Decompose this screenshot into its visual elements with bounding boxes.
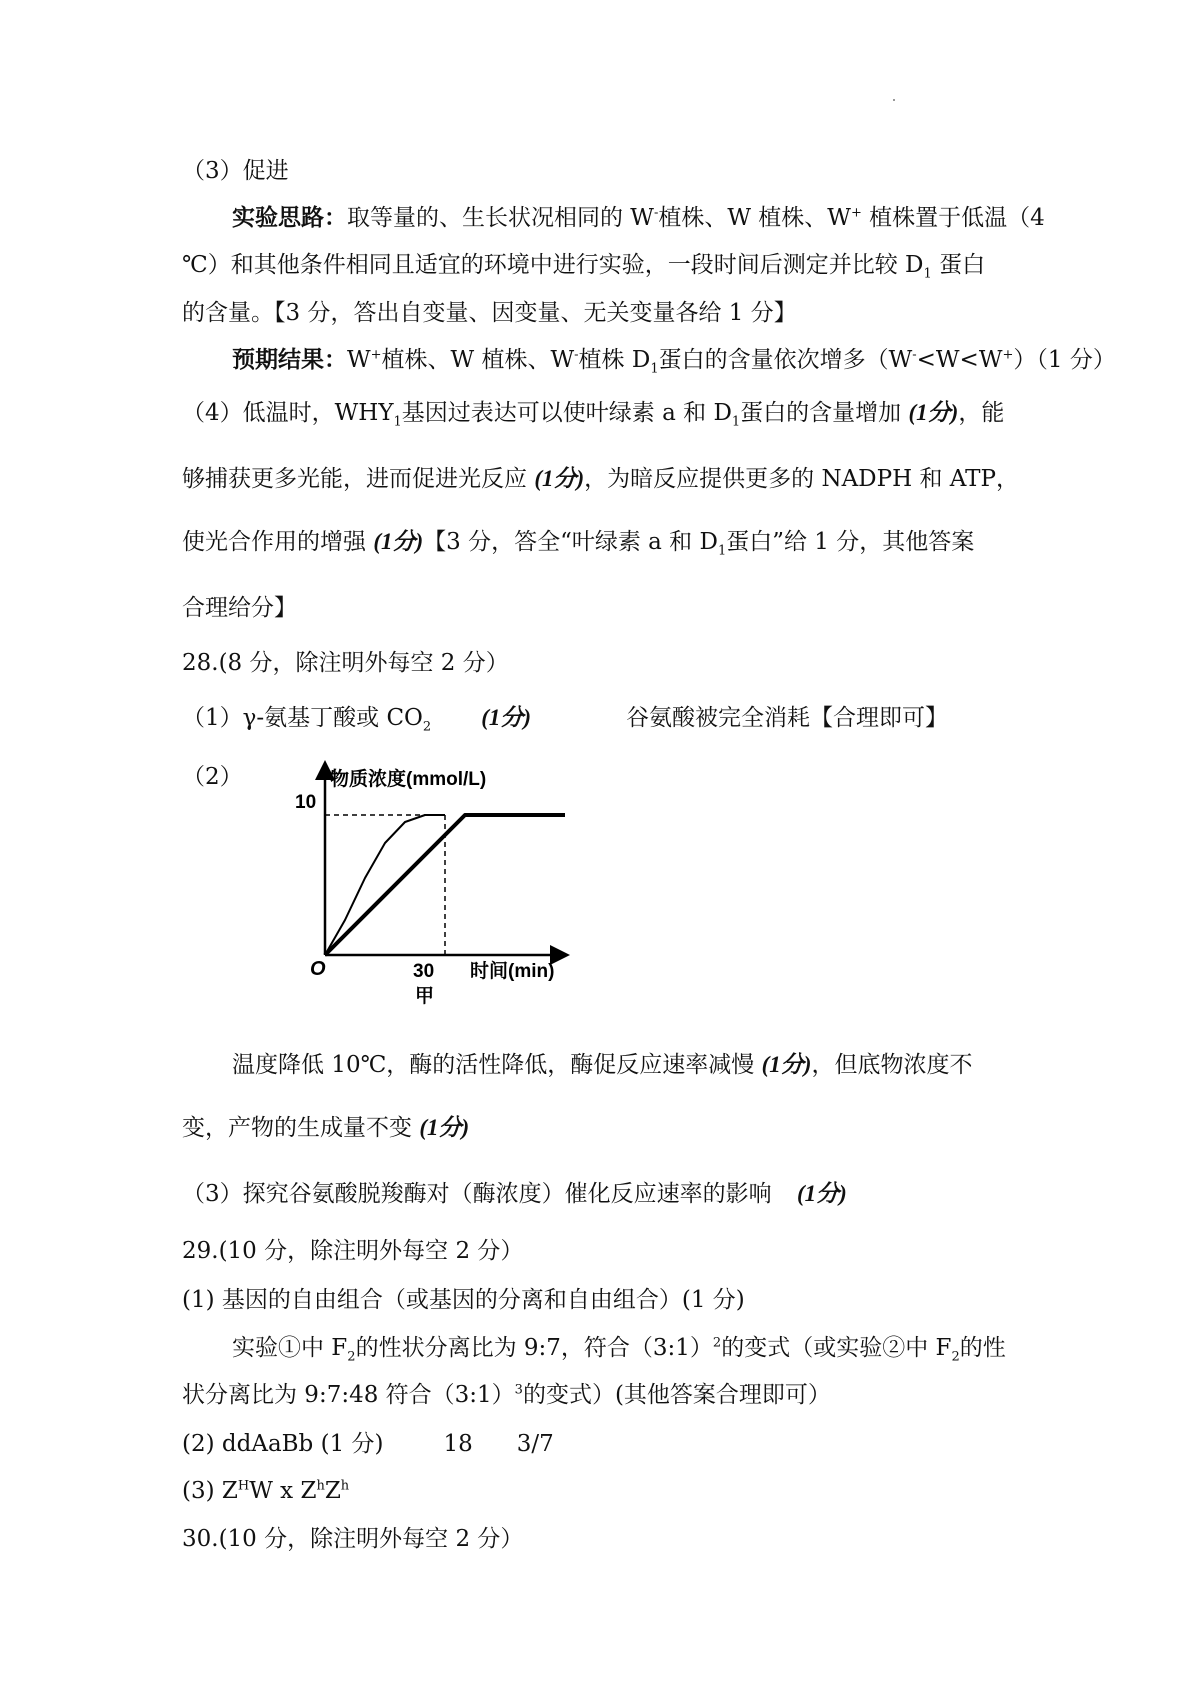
q29-part1-reason-line2: 状分离比为 9:7:48 符合（3:1）$^3$的变式）(其他答案合理即可） <box>182 1382 831 1408</box>
x-axis-label: 时间(min) <box>470 961 555 982</box>
q29-part2: (2) ddAaBb (1 分) 18 3/7 <box>182 1431 554 1457</box>
q27-3-idea-line3: 的含量。【3 分，答出自变量、因变量、无关变量各给 1 分】 <box>182 300 797 326</box>
origin-label: O <box>310 958 326 980</box>
q30-heading: 30.(10 分，除注明外每空 2 分） <box>182 1526 524 1552</box>
q27-3-result: 预期结果：W+植株、W 植株、W-植株 $D_1$蛋白的含量依次增多（W-<W<W+）（1 分） <box>232 346 1116 377</box>
chart-guides <box>325 815 445 955</box>
series-line-thin <box>325 815 445 955</box>
q27-3-heading: （3）促进 <box>182 158 289 184</box>
chart-caption: 甲 <box>415 986 435 1007</box>
q29-part3: (3) $Z^HW$ x $Z^hZ^h$ <box>182 1478 350 1504</box>
q27-4-line4: 合理给分】 <box>182 595 297 621</box>
q28-part2-line2: 变，产物的生成量不变 (1分) <box>182 1115 470 1141</box>
q28-part1: （1）γ-氨基丁酸或 $CO_2$ (1分) 谷氨酸被完全消耗【合理即可】 <box>182 705 949 735</box>
q29-part1: (1) 基因的自由组合（或基因的分离和自由组合）(1 分) <box>182 1287 745 1313</box>
q29-part1-reason-line1: 实验①中 $F_2$的性状分离比为 9:7，符合（3:1）$^2$的变式（或实验②中 $F_2$的性 <box>232 1335 1006 1365</box>
concentration-time-chart <box>295 755 620 1007</box>
q28-part2-label: （2） <box>182 764 243 790</box>
q28-part3: （3）探究谷氨酸脱羧酶对（酶浓度）催化反应速率的影响 (1分) <box>182 1181 847 1207</box>
y-axis-label: 物质浓度(mmol/L) <box>330 769 487 790</box>
q27-4-line2: 够捕获更多光能，进而促进光反应 (1分)，为暗反应提供更多的 NADPH 和 ATP， <box>182 466 1019 492</box>
y-tick-label: 10 <box>295 792 317 813</box>
q27-4-line1: （4）低温时，$WHY_1$基因过表达可以使叶绿素 a 和 $D_1$蛋白的含量增加 (1分)，能 <box>182 400 1005 430</box>
q28-heading: 28.(8 分，除注明外每空 2 分） <box>182 650 509 676</box>
q27-3-idea-line1: 实验思路：取等量的、生长状况相同的 W-植株、W 植株、W+ 植株置于低温（4 <box>232 204 1045 231</box>
x-tick-label: 30 <box>413 961 435 982</box>
q29-heading: 29.(10 分，除注明外每空 2 分） <box>182 1238 524 1264</box>
scan-speck <box>893 99 895 101</box>
q27-4-line3: 使光合作用的增强 (1分)【3 分，答全“叶绿素 a 和 $D_1$蛋白”给 1 分，其他答案 <box>182 529 975 559</box>
q28-part2-line1: 温度降低 10℃，酶的活性降低，酶促反应速率减慢 (1分)，但底物浓度不 <box>232 1052 973 1078</box>
q27-3-idea-line2: ℃）和其他条件相同且适宜的环境中进行实验，一段时间后测定并比较 $D_1$ 蛋白 <box>182 252 986 282</box>
